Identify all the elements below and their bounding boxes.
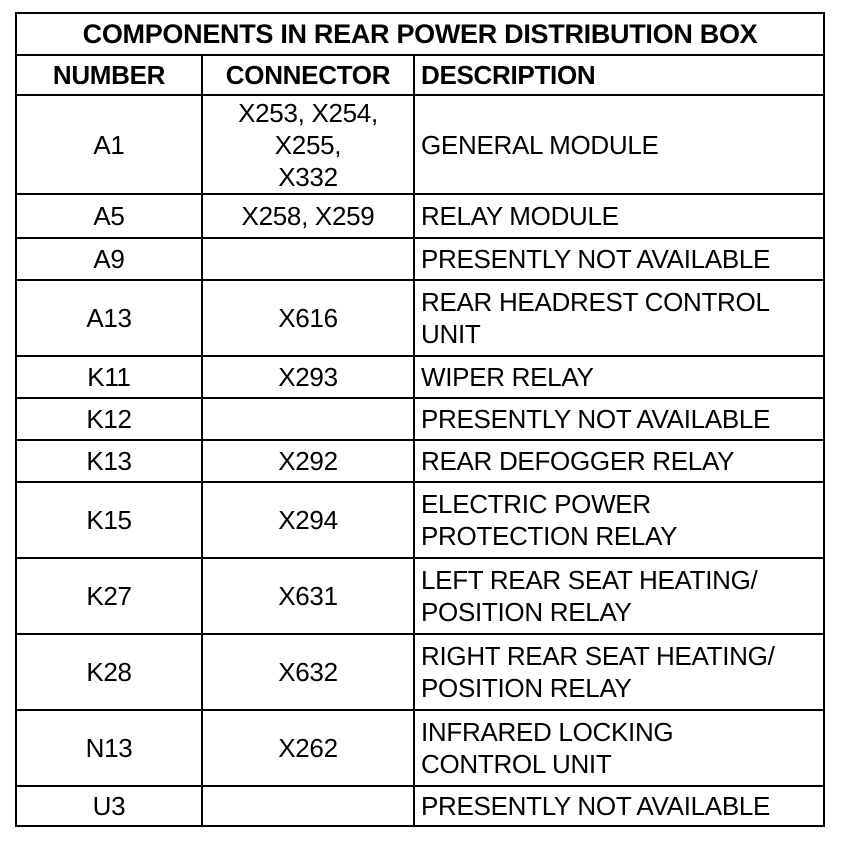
description-cell [414,238,824,280]
table-body [16,95,824,826]
connector-line: X262 [278,733,338,763]
table-row [16,710,824,786]
description-line: UNIT [421,319,481,349]
header-row [16,55,824,95]
description-line: PRESENTLY NOT AVAILABLE [421,244,771,274]
description-line: WIPER RELAY [421,362,594,392]
description-cell [414,356,824,398]
connector-cell [202,95,414,194]
description-line: REAR HEADREST CONTROL [421,287,770,317]
description-line: LEFT REAR SEAT HEATING/ [421,565,758,595]
connector-line: X294 [278,505,338,535]
number-cell: K13 [16,440,202,482]
table-row [16,398,824,440]
description-line: RELAY MODULE [421,201,619,231]
description-cell [414,710,824,786]
description-cell [414,95,824,194]
description-line: POSITION RELAY [421,597,632,627]
table-row [16,482,824,558]
number-cell: A9 [16,238,202,280]
description-line: POSITION RELAY [421,673,632,703]
description-cell [414,482,824,558]
connector-line: X632 [278,657,338,687]
table-title: COMPONENTS IN REAR POWER DISTRIBUTION BOX [16,13,824,55]
description-line: PRESENTLY NOT AVAILABLE [421,404,771,434]
connector-cell [202,238,414,280]
number-cell: K15 [16,482,202,558]
number-cell: N13 [16,710,202,786]
description-line: GENERAL MODULE [421,129,659,160]
number-cell: A1 [16,95,202,194]
description-cell [414,440,824,482]
connector-line: X253, X254, [238,97,378,128]
connector-line: X255, [274,129,342,160]
number-cell: U3 [16,786,202,826]
table-row [16,95,824,194]
connector-line: X631 [278,581,338,611]
table-row [16,634,824,710]
connector-cell [202,786,414,826]
connector-line: X332 [278,161,338,192]
description-cell [414,194,824,238]
number-cell: A13 [16,280,202,356]
description-line: PRESENTLY NOT AVAILABLE [421,791,771,821]
title-row [16,13,824,55]
connector-cell [202,194,414,238]
description-cell [414,398,824,440]
description-cell [414,634,824,710]
table-row [16,356,824,398]
description-line: INFRARED LOCKING [421,717,674,747]
table-row [16,786,824,826]
table-row [16,558,824,634]
connector-cell [202,398,414,440]
number-cell: A5 [16,194,202,238]
connector-cell [202,634,414,710]
description-line: CONTROL UNIT [421,749,612,779]
connector-cell [202,482,414,558]
number-cell: K11 [16,356,202,398]
connector-line: X258, X259 [241,201,375,231]
description-line: REAR DEFOGGER RELAY [421,446,735,476]
connector-line: X293 [278,362,338,392]
description-line: ELECTRIC POWER [421,489,651,519]
header-connector: CONNECTOR [202,55,414,95]
description-cell [414,786,824,826]
description-cell [414,280,824,356]
table-row [16,440,824,482]
description-line: PROTECTION RELAY [421,521,678,551]
header-number: NUMBER [16,55,202,95]
components-table [15,12,825,827]
number-cell: K27 [16,558,202,634]
connector-cell [202,356,414,398]
connector-cell [202,558,414,634]
table-row [16,194,824,238]
connector-cell [202,440,414,482]
number-cell: K28 [16,634,202,710]
connector-line: X292 [278,446,338,476]
header-description: DESCRIPTION [414,55,824,95]
connector-cell [202,280,414,356]
connector-line: X616 [278,303,338,333]
number-cell: K12 [16,398,202,440]
table-row [16,238,824,280]
description-line: RIGHT REAR SEAT HEATING/ [421,641,775,671]
connector-cell [202,710,414,786]
table-row [16,280,824,356]
description-cell [414,558,824,634]
